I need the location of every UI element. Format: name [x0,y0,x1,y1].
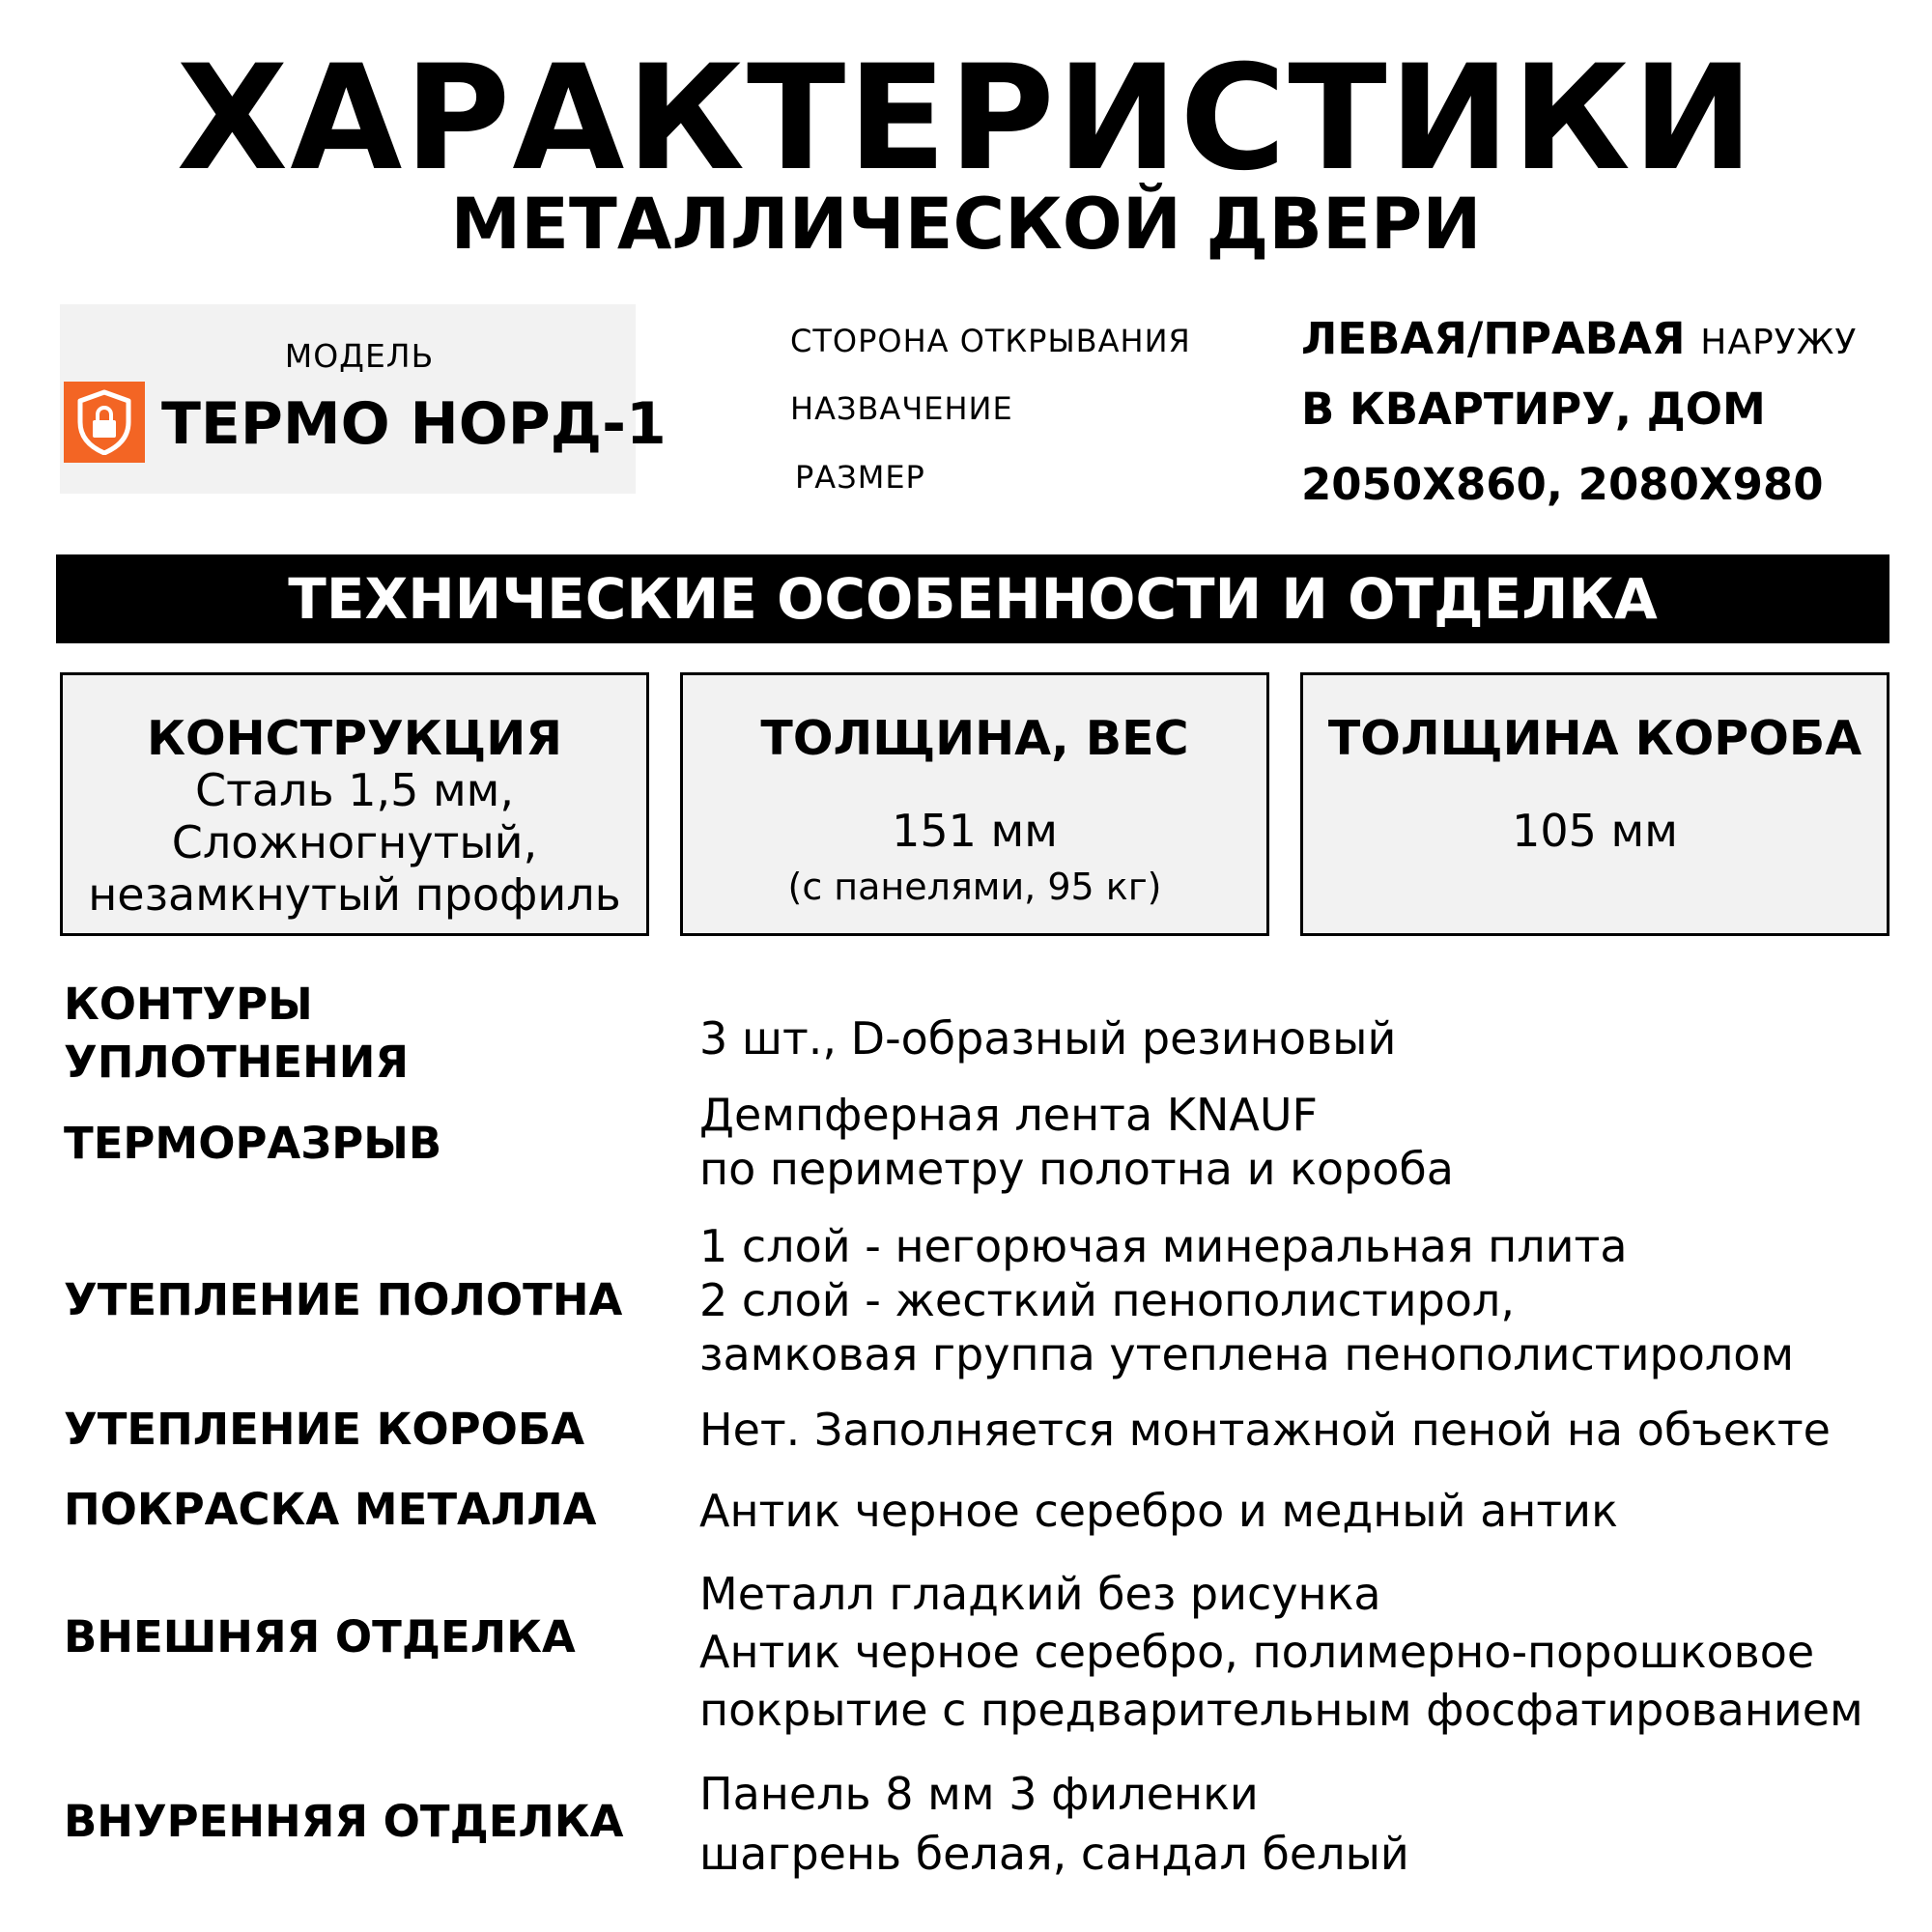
card-title: ТОЛЩИНА КОРОБА [1327,711,1862,766]
spec-value-line: Демпферная лента KNAUF [699,1089,1318,1141]
spec-label-leaf-insulation [64,1271,622,1329]
spec-label-line: КОНТУРЫ [64,979,313,1030]
spec-label-interior-finish [64,1793,623,1851]
spec-label-line: УТЕПЛЕНИЕ КОРОБА [64,1404,585,1455]
spec-value-leaf-insulation [699,1219,1794,1381]
spec-value-line: Металл гладкий без рисунка [699,1568,1381,1620]
spec-value-line: Панель 8 мм 3 филенки [699,1768,1259,1820]
spec-value-line: замковая группа утеплена пенополистиролом [699,1328,1795,1380]
spec-label-line: ВНЕШНЯЯ ОТДЕЛКА [64,1611,576,1662]
spec-value-line: по периметру полотна и короба [699,1143,1454,1195]
spec-value-line: 3 шт., D-образный резиновый [699,1012,1397,1065]
model-box [60,304,667,494]
spec-value-line: Антик черное серебро и медный антик [699,1485,1618,1537]
spec-value-line: покрытие с предварительным фосфатированием [699,1684,1863,1736]
size-value: 2050Х860, 2080Х980 [1301,459,1824,510]
opening-side-suffix: НАРУЖУ [1700,323,1858,362]
card-line: 105 мм [1512,805,1678,857]
page-subtitle: МЕТАЛЛИЧЕСКОЙ ДВЕРИ [450,184,1482,266]
spec-value-metal-paint [699,1484,1618,1538]
card-thickness-weight [680,672,1269,936]
spec-value-interior-finish [699,1764,1409,1884]
card-frame-thickness [1300,672,1889,936]
purpose-label: НАЗВАЧЕНИЕ [790,390,1013,427]
opening-side-main: ЛЕВАЯ/ПРАВАЯ [1301,313,1686,364]
opening-side-value [1301,312,1857,370]
spec-label-line: УТЕПЛЕНИЕ ПОЛОТНА [64,1274,623,1325]
spec-value-line: шагрень белая, сандал белый [699,1828,1409,1880]
model-label: МОДЕЛЬ [284,337,435,375]
spec-label-line: ВНУРЕННЯЯ ОТДЕЛКА [64,1796,624,1847]
spec-label-exterior-finish [64,1608,576,1666]
spec-value-line: 2 слой - жесткий пенополистирол, [699,1274,1515,1326]
card-title: КОНСТРУКЦИЯ [146,711,563,766]
card-line: Сталь 1,5 мм, [194,764,515,816]
spec-label-frame-insulation [64,1401,584,1459]
spec-value-frame-insulation [699,1403,1831,1457]
spec-label-line: ТЕРМОРАЗРЫВ [64,1118,442,1169]
shield-lock-icon [64,382,145,463]
size-label: РАЗМЕР [795,459,925,496]
spec-value-line: Нет. Заполняется монтажной пеной на объекте [699,1404,1831,1456]
spec-value-line: 1 слой - негорючая минеральная плита [699,1220,1628,1272]
spec-label-metal-paint [64,1481,596,1539]
spec-label-line: УПЛОТНЕНИЯ [64,1037,410,1088]
card-line: незамкнутый профиль [88,868,621,921]
card-construction [60,672,649,936]
card-title: ТОЛЩИНА, ВЕС [760,711,1189,766]
spec-value-line: Антик черное серебро, полимерно-порошковое [699,1626,1815,1678]
card-line: (с панелями, 95 кг) [787,866,1162,908]
card-line: Сложногнутый, [171,816,538,868]
spec-label-seal-contours [64,976,409,1092]
page-title: ХАРАКТЕРИСТИКИ [176,35,1756,203]
card-line: 151 мм [892,805,1058,857]
spec-value-exterior-finish [699,1565,1863,1739]
opening-side-label: СТОРОНА ОТКРЫВАНИЯ [790,323,1191,359]
spec-label-line: ПОКРАСКА МЕТАЛЛА [64,1484,597,1535]
model-name: ТЕРМО НОРД-1 [161,390,667,458]
section-banner: ТЕХНИЧЕСКИЕ ОСОБЕННОСТИ И ОТДЕЛКА [56,554,1889,643]
purpose-value: В КВАРТИРУ, ДОМ [1301,384,1766,435]
spec-label-thermal-break [64,1115,441,1173]
spec-value-thermal-break [699,1088,1454,1196]
spec-value-seal-contours [699,1011,1396,1065]
